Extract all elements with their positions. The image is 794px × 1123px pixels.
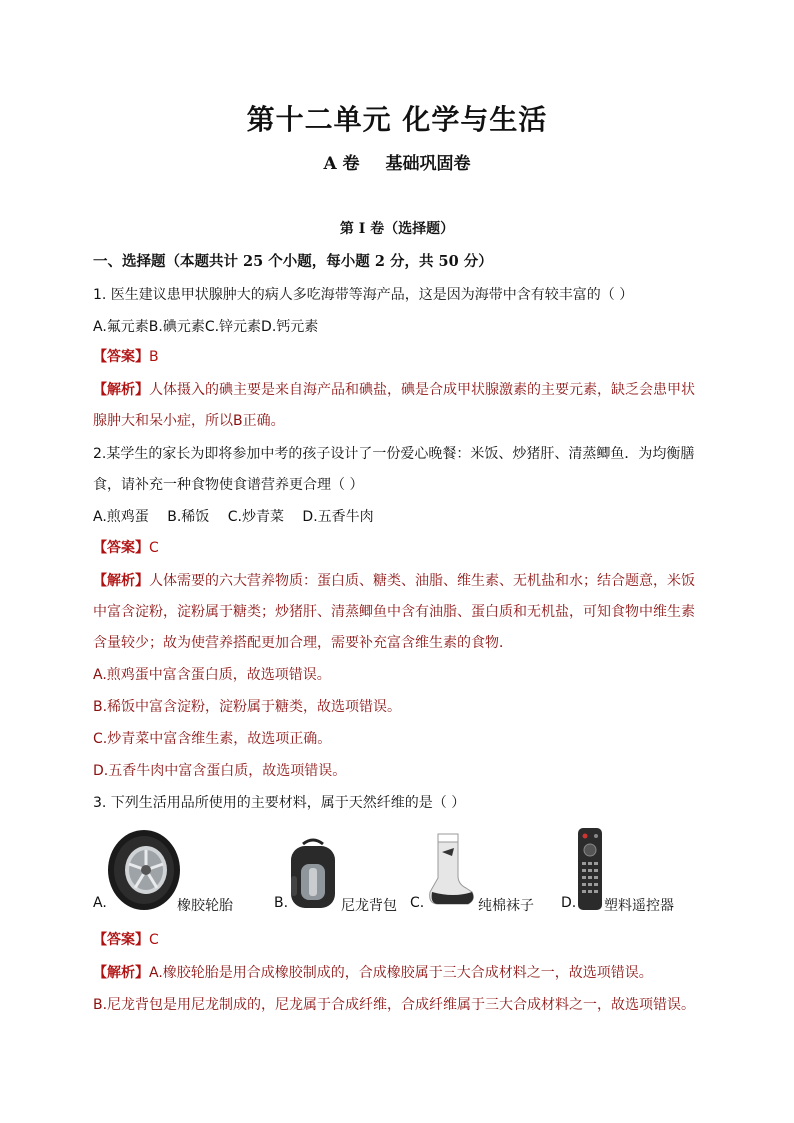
q2-analysis-line-3: 含量较少；故为使营养搭配更加合理，需要补充富含维生素的食物．	[93, 635, 513, 651]
backpack-icon	[287, 836, 339, 912]
q3-option-a-letter: A.	[93, 895, 107, 911]
q2-analysis-line-1	[93, 570, 695, 590]
subtitle-part-a: A 卷	[323, 154, 360, 174]
q3-answer	[93, 929, 159, 949]
q2-analysis-line-2: 中富含淀粉，淀粉属于糖类；炒猪肝、清蒸鲫鱼中含有油脂、蛋白质和无机盐，可知食物中维生素	[93, 604, 695, 620]
q3-option-b-letter: B.	[274, 895, 289, 911]
answer-value: C	[149, 540, 159, 556]
subtitle-part-b: 基础巩固卷	[385, 154, 471, 174]
q3-option-d-letter: D.	[561, 895, 577, 911]
analysis-text: 人体需要的六大营养物质：蛋白质、糖类、油脂、维生素、无机盐和水；结合题意，米饭	[149, 573, 695, 589]
answer-tag: 【答案】	[93, 932, 149, 948]
analysis-text: A.橡胶轮胎是用合成橡胶制成的，合成橡胶属于三大合成材料之一，故选项错误。	[149, 965, 653, 981]
q2-explain-b: B.稀饭中富含淀粉，淀粉属于糖类，故选项错误。	[93, 699, 402, 715]
analysis-tag: 【解析】	[93, 965, 149, 981]
tire-icon	[106, 828, 182, 912]
q2-answer	[93, 537, 159, 557]
q3-option-c-letter: C.	[410, 895, 425, 911]
q3-option-b-text: 尼龙背包	[341, 898, 397, 914]
answer-tag: 【答案】	[93, 540, 149, 556]
answer-value: C	[149, 932, 159, 948]
q3-option-c-text: 纯棉袜子	[478, 898, 534, 914]
page-title: 第十二单元 化学与生活	[246, 103, 548, 136]
analysis-text: 人体摄入的碘主要是来自海产品和碘盐，碘是合成甲状腺激素的主要元素，缺乏会患甲状	[149, 382, 695, 398]
section-title: 第 I 卷（选择题）	[339, 221, 455, 237]
q1-options: A.氟元素B.碘元素C.锌元素D.钙元素	[93, 319, 319, 335]
part-heading: 一、选择题（本题共计 25 个小题，每小题 2 分，共 50 分）	[93, 253, 493, 270]
q2-explain-a: A.煎鸡蛋中富含蛋白质，故选项错误。	[93, 667, 331, 683]
q1-stem: 1. 医生建议患甲状腺肿大的病人多吃海带等海产品，这是因为海带中含有较丰富的（ ）	[93, 287, 634, 303]
page-subtitle	[0, 149, 794, 174]
q1-analysis-line-2: 腺肿大和呆小症，所以B正确。	[93, 413, 285, 429]
q2-explain-d: D.五香牛肉中富含蛋白质，故选项错误。	[93, 763, 347, 779]
analysis-tag: 【解析】	[93, 573, 149, 589]
q2-stem-line-2: 食，请补充一种食物使食谱营养更合理（ ）	[93, 477, 364, 493]
q3-stem: 3. 下列生活用品所使用的主要材料，属于天然纤维的是（ ）	[93, 795, 466, 811]
answer-value: B	[149, 349, 159, 365]
q2-stem-line-1: 2.某学生的家长为即将参加中考的孩子设计了一份爱心晚餐：米饭、炒猪肝、清蒸鲫鱼．为均衡膳	[93, 446, 695, 462]
remote-control-icon	[576, 826, 604, 912]
q1-analysis-line-1	[93, 379, 695, 399]
q3-analysis-line-1	[93, 962, 653, 982]
answer-tag: 【答案】	[93, 349, 149, 365]
q3-option-a-text: 橡胶轮胎	[177, 898, 233, 914]
q2-options: A.煎鸡蛋 B.稀饭 C.炒青菜 D.五香牛肉	[93, 509, 374, 525]
q3-analysis-line-2: B.尼龙背包是用尼龙制成的，尼龙属于合成纤维，合成纤维属于三大合成材料之一，故选项错误。	[93, 997, 696, 1013]
q1-answer	[93, 346, 159, 366]
sock-icon	[424, 830, 476, 908]
q2-explain-c: C.炒青菜中富含维生素，故选项正确。	[93, 731, 332, 747]
analysis-tag: 【解析】	[93, 382, 149, 398]
q3-option-d-text: 塑料遥控器	[604, 898, 674, 914]
